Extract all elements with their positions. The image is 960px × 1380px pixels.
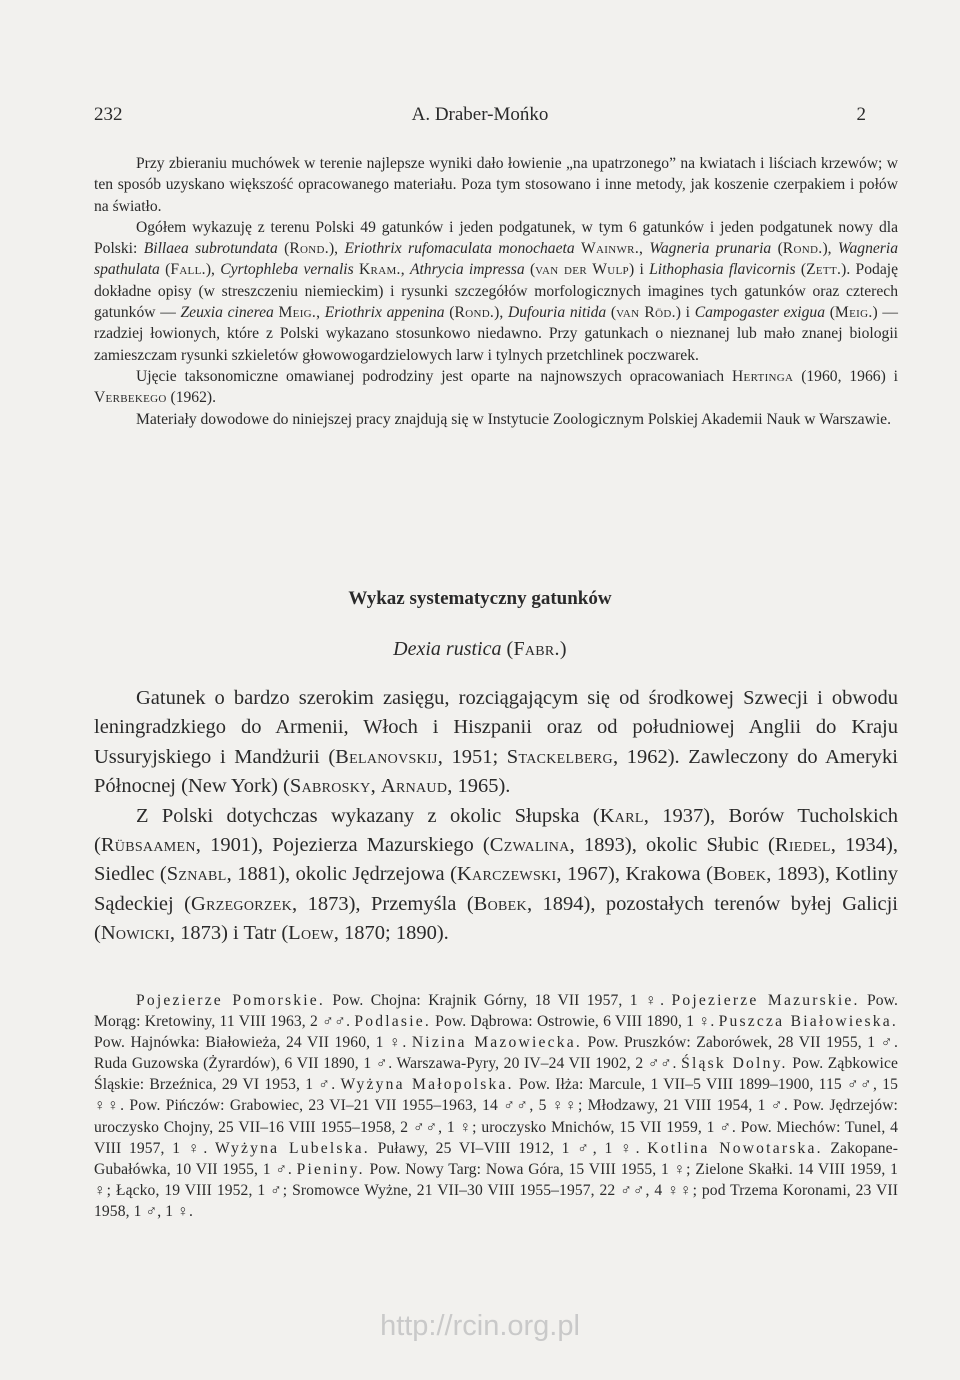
cited-author: Rübsaamen <box>100 834 196 857</box>
species-name: Dexia rustica <box>393 638 502 660</box>
region-name: Wyżyna Lubelska. <box>215 1139 370 1157</box>
cited-author: Loew <box>288 922 334 945</box>
range-section <box>94 684 898 949</box>
intro-paragraph-collecting: Przy zbieraniu muchówek w terenie najlepsze wyniki dało łowienie „na upatrzonego” na kwiatach i liściach krzewów; w ten sposób uzyskano większość opracowanego materiału. Poza tym stosowano i inne metody, jak koszenie czerpakiem i połów na światło. <box>94 155 898 215</box>
taxon-author: van der Wulp <box>535 261 629 279</box>
range-paragraph-poland: Z Polski dotychczas wykazany z okolic Słupska (Karl, 1937), Borów Tucholskich (Rübsaamen, 1901), Pojezierza Mazurskiego (Czwalina, 1893), okolic Słubic (Riedel, 1934), Siedlec (Sznabl, 1881), okolic Jędrzejowa (Karczewski, 1967), Krakowa (Bobek, 1893), Kotliny Sądeckiej (Grzegorzek, 1873), Przemyśla (Bobek, 1894), pozostałych terenów byłej Galicji (Nowicki, 1873) i Tatr (Loew, 1870; 1890). <box>94 804 899 945</box>
cited-author: Nowicki <box>100 922 170 945</box>
region-name: Pojezierze Mazurskie. <box>671 992 860 1009</box>
species-heading <box>0 638 960 661</box>
cited-author: Grzegorzek <box>190 892 292 915</box>
taxon-name: Athrycia impressa <box>409 261 525 279</box>
cited-author: Verbekego <box>94 389 167 407</box>
taxon-name: Campogaster exigua <box>694 304 826 322</box>
intro-section <box>94 153 898 430</box>
region-name: Puszcza Białowieska. <box>718 1013 898 1031</box>
records-paragraph: Pojezierze Pomorskie. Pow. Chojna: Krajnik Górny, 18 VII 1957, 1 ♀. Pojezierze Mazurskie. Pow. Morąg: Kretowiny, 11 VIII 1963, 2 ♂♂. Podlasie. Pow. Dąbrowa: Ostrowie, 6 VIII 1890, 1 ♀. Puszcza Białowieska. Pow. Hajnówka: Białowieża, 24 VII 1960, 1 ♀. Nizina Mazowiecka. Pow. Pruszków: Zaborówek, 28 VII 1955, 1 ♂. Ruda Guzowska (Żyrardów), 6 VII 1890, 1 ♂. Warszawa-Pyry, 20 IV–24 VII 1902, 2 ♂♂. Śląsk Dolny. Pow. Ząbkowice Śląskie: Brzeźnica, 29 VI 1953, 1 ♂. Wyżyna Małopolska. Pow. Iłża: Marcule, 1 VII–5 VIII 1899–1900, 115 ♂♂, 15 ♀♀. Pow. Pińczów: Grabowiec, 23 VI–21 VII 1955–1963, 14 ♂♂, 5 ♀♀; Młodzawy, 21 VIII 1954, 1 ♂. Pow. Jędrzejów: uroczysko Chojny, 25 VII–16 VIII 1955–1958, 2 ♂♂, 1 ♀; uroczysko Mnichów, 15 VII 1959, 1 ♂. Pow. Miechów: Tunel, 4 VIII 1957, 1 ♀. Wyżyna Lubelska. Puławy, 25 VI–VIII 1912, 1 ♂, 1 ♀. Kotlina Nowotarska. Zakopane-Gubałówka, 10 VII 1955, 1 ♂. Pieniny. Pow. Nowy Targ: Nowa Góra, 15 VIII 1955, 1 ♀; Zielone Skałki. 14 VIII 1959, 1 ♀; Łącko, 19 VIII 1952, 1 ♂; Sromowce Wyżne, 21 VII–30 VIII 1955–1957, 22 ♂♂, 4 ♀♀; pod Trzema Koronami, 23 VII 1958, 1 ♂, 1 ♀. <box>94 992 899 1220</box>
taxon-name: Billaea subrotundata <box>143 240 278 258</box>
region-name: Podlasie. <box>354 1013 431 1031</box>
cited-author: Hertinga <box>732 367 794 385</box>
species-author: (Fabr.) <box>506 638 567 660</box>
cited-author: Bobek <box>712 863 767 886</box>
taxon-author: Meig. <box>278 304 317 322</box>
taxon-name: Lithophasia flavicornis <box>649 261 796 279</box>
taxon-name: Eriothrix rufomaculata monochaeta <box>344 240 575 258</box>
running-author: A. Draber-Mońko <box>411 104 549 125</box>
taxon-author: Meig. <box>834 304 873 322</box>
taxon-author: Rond. <box>782 240 823 258</box>
taxon-author: Kram. <box>359 261 401 279</box>
source-watermark: http://rcin.org.pl <box>380 1310 580 1342</box>
cited-author: Karl <box>599 804 644 827</box>
region-name: Wyżyna Małopolska. <box>340 1076 514 1094</box>
range-paragraph-distribution: Gatunek o bardzo szerokim zasięgu, rozciągającym się od środkowej Szwecji i obwodu leningradzkiego do Armenii, Włoch i Hiszpanii oraz od południowej Anglii do Kraju Ussuryjskiego i Mandżurii (Belanovskij, 1951; Stackelberg, 1962). Zawleczony do Ameryki Północnej (New York) (Sabrosky, Arnaud, 1965). <box>94 687 898 798</box>
section-title: Wykaz systematyczny gatunków <box>348 588 612 609</box>
intro-paragraph-species-count: Ogółem wykazuję z terenu Polski 49 gatunków i jeden podgatunek, w tym 6 gatunków i jeden podgatunek nowy dla Polski: Billaea subrotundata (Rond.), Eriothrix rufomaculata monochaeta Wainwr., Wagneria prunaria (Rond.), Wagneria spathulata (Fall.), Cyrtophleba vernalis Kram., Athrycia impressa (van der Wulp) i Lithophasia flavicornis (Zett.). Podaję dokładne opisy (w streszczeniu niemieckim) i rysunki szczegółów morfologicznych imagines tych gatunków oraz czterech gatunków — Zeuxia cinerea Meig., Eriothrix appenina (Rond.), Dufouria nitida (van Röd.) i Campogaster exigua (Meig.) — rzadziej łowionych, które z Polski wykazano stosunkowo niedawno. Przy gatunkach o nieznanej lub mało znanej biologii zamieszczam rysunki szkieletów głowowogardzielowych larw i tylnych przetchlinek poczwarek. <box>94 218 898 364</box>
taxon-author: Rond. <box>289 240 329 258</box>
region-name: Nizina Mazowiecka. <box>411 1034 582 1052</box>
cited-author: Arnaud <box>380 775 448 798</box>
cited-author: Sabrosky <box>289 775 371 798</box>
cited-author: Stackelberg <box>506 745 613 768</box>
cited-author: Belanovskij <box>335 745 438 768</box>
taxon-author: Fall. <box>170 261 206 279</box>
section-number: 2 <box>856 104 866 125</box>
region-name: Kotlina Nowotarska. <box>647 1139 823 1157</box>
taxon-name: Wagneria spathulata <box>94 240 898 279</box>
taxon-name: Wagneria prunaria <box>649 240 772 258</box>
cited-author: Riedel <box>774 834 831 857</box>
intro-paragraph-materials: Materiały dowodowe do niniejszej pracy znajdują się w Instytucie Zoologicznym Polskiej Akademii Nauk w Warszawie. <box>136 410 891 428</box>
region-name: Śląsk Dolny. <box>681 1055 788 1073</box>
taxon-name: Eriothrix appenina <box>324 304 445 322</box>
taxon-name: Cyrtophleba vernalis <box>220 261 354 279</box>
taxon-name: Dufouria nitida <box>507 304 607 322</box>
taxon-author: Zett. <box>806 261 842 279</box>
cited-author: Czwalina <box>489 834 570 857</box>
records-section <box>94 990 898 1222</box>
region-name: Pojezierze Pomorskie. <box>136 992 326 1009</box>
running-header <box>94 104 866 132</box>
intro-paragraph-taxonomy: Ujęcie taksonomiczne omawianej podrodziny jest oparte na najnowszych opracowaniach Hertinga (1960, 1966) i Verbekego (1962). <box>94 367 899 407</box>
region-name: Pieniny. <box>296 1160 365 1178</box>
taxon-author: van Röd. <box>616 304 676 322</box>
cited-author: Karczewski <box>456 863 557 886</box>
taxon-author: Rond. <box>454 304 495 322</box>
cited-author: Sznabl <box>166 863 227 886</box>
taxon-name: Zeuxia cinerea <box>180 304 274 322</box>
cited-author: Bobek <box>473 892 527 915</box>
taxon-author: Wainwr. <box>581 240 640 258</box>
page-number: 232 <box>94 104 123 125</box>
